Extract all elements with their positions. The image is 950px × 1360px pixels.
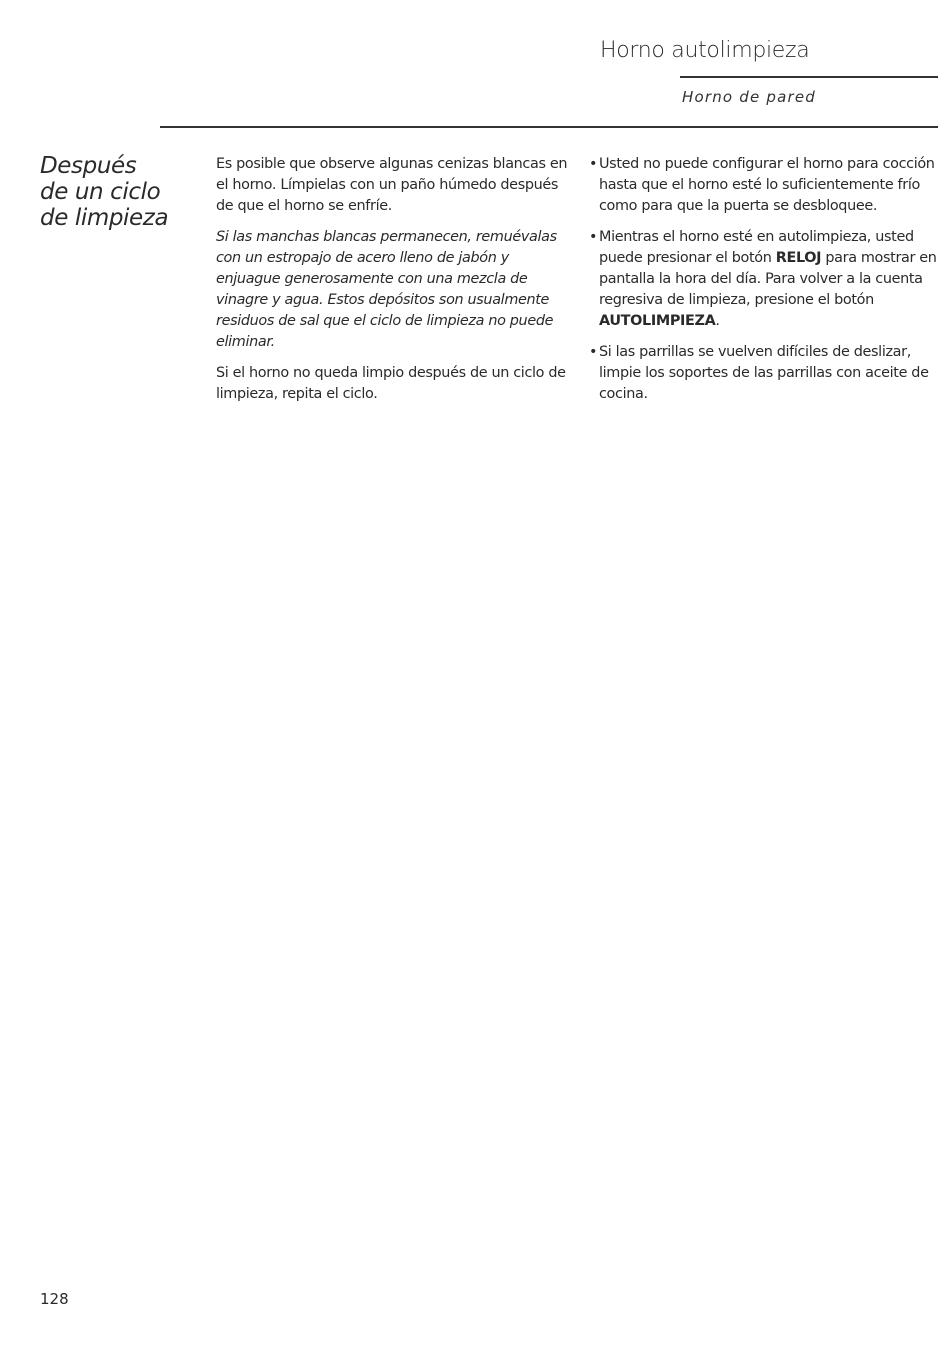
self-clean-button-label: AUTOLIMPIEZA (599, 313, 716, 329)
header-subtitle: Horno de pared (682, 88, 817, 106)
paragraph-repeat-cycle: Si el horno no queda limpio después de un ciclo de limpieza, repita el ciclo. (216, 365, 566, 402)
clock-button-label: RELOJ (775, 250, 822, 266)
header-divider-long (160, 126, 938, 128)
paragraph-ash: Es posible que observe algunas cenizas blancas en el horno. Límpielas con un paño húmedo después de que el horno se enfríe. (216, 156, 568, 214)
list-item-text (599, 229, 937, 329)
section-title: Después de un ciclo de limpieza (40, 153, 169, 231)
right-column (589, 154, 939, 415)
bullet-icon: • (589, 229, 598, 245)
list-item (589, 342, 939, 405)
list-item-text: Si las parrillas se vuelven difíciles de deslizar, limpie los soportes de las parrillas con aceite de cocina. (599, 344, 929, 402)
list-item (589, 154, 939, 217)
page-number: 128 (40, 1290, 69, 1308)
bullet-icon: • (589, 344, 598, 360)
list-item (589, 227, 939, 332)
list-item-text-part: para mostrar en pantalla la hora del día. Para volver a la cuenta regresiva de limpieza, presione el botón (599, 250, 937, 308)
paragraph-white-spots: Si las manchas blancas permanecen, remuévalas con un estropajo de acero lleno de jabón y enjuague generosamente con una mezcla de vinagre y agua. Estos depósitos son usualmente residuos de sal que el ciclo de limpieza no puede eliminar. (216, 229, 557, 350)
bullet-icon: • (589, 156, 598, 172)
list-item-text-part: Mientras el horno esté en autolimpieza, usted puede presionar el botón (599, 229, 914, 266)
left-column (216, 154, 568, 415)
header-title: Horno autolimpieza (600, 38, 810, 63)
header-divider-short (680, 76, 938, 78)
list-item-text: Usted no puede configurar el horno para cocción hasta que el horno esté lo suficientemente frío como para que la puerta se desbloquee. (599, 156, 935, 214)
bullet-list (589, 154, 939, 405)
list-item-text-part: . (715, 313, 720, 329)
